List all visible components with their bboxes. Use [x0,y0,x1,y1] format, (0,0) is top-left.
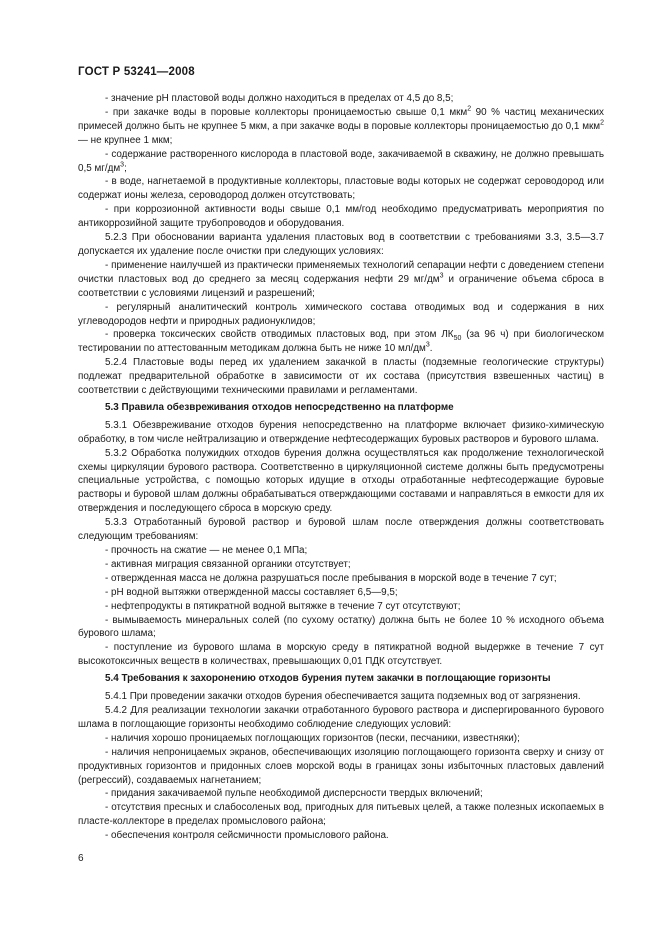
list-item: - поступление из бурового шлама в морскую среду в пятикратной водной выдержке в течение 7 сут высокотоксичных веществ в количествах, превышающих 0,01 ПДК отсутствует. [78,642,604,668]
list-item: - применение наилучшей из практически применяемых технологий сепарации нефти с доведением степени очистки пластовых вод до среднего за месяц содержания нефти 29 $мг/дм^3$ и ограничение объема сброса в соответствии с условиями лицензий и разрешений; [78,259,604,299]
list-item: - нефтепродукты в пятикратной водной вытяжке в течение 7 сут отсутствуют; [105,600,461,612]
list-item: - вымываемость минеральных солей (по сухому остатку) должна быть не более 10 % исходного объема бурового шлама; [78,614,604,640]
list-item: - прочность на сжатие — не менее 0,1 МПа; [105,545,308,556]
paragraph-5-4-1: 5.4.1 При проведении закачки отходов бурения обеспечивается защита подземных вод от загрязнения. [105,691,581,703]
list-item: - в воде, нагнетаемой в продуктивные коллекторы, пластовые воды которых не содержат сероводород или содержат ионы железа, сероводород должен отсутствовать; [78,176,604,202]
list-item: - при коррозионной активности воды свыше 0,1 мм/год необходимо предусматривать мероприятия по антикоррозийной защите трубопроводов и оборудования. [78,204,604,230]
paragraph-5-3-3: 5.3.3 Отработанный буровой раствор и буровой шлам после отверждения должны соответствовать следующим требованиям: [78,517,604,543]
paragraph-5-3-1: 5.3.1 Обезвреживание отходов бурения непосредственно на платформе включает физико-химическую обработку, в том числе нейтрализацию и отверждение нефтесодержащих буровых растворов и бурового шлама. [78,419,604,445]
document-header-title: ГОСТ Р 53241—2008 [78,66,195,78]
page-number: 6 [78,853,84,864]
list-item: - содержание растворенного кислорода в пластовой воде, закачиваемой в скважину, не должно превышать 0,5 $мг/дм^3$; [78,148,604,174]
list-item: - обеспечения контроля сейсмичности промыслового района. [105,830,389,842]
list-item: - проверка токсических свойств отводимых пластовых вод, при этом $ЛК_{50}$ (за 96 ч) при биологическом тестировании по аттестованным методикам должна быть не ниже 10 $мл/дм^3$. [78,329,604,355]
list-item: - отсутствия пресных и слабосоленых вод, пригодных для питьевых целей, а также полезных ископаемых в пласте-коллекторе в пределах промыслового района; [78,802,604,828]
document-body [78,92,604,843]
list-item: - придания закачиваемой пульпе необходимой дисперсности твердых включений; [105,788,483,800]
list-item: - рН водной вытяжки отвержденной массы составляет 6,5—9,5; [105,586,398,598]
list-item: - значение рН пластовой воды должно находиться в пределах от 4,5 до 8,5; [105,93,454,104]
paragraph-5-3-2: 5.3.2 Обработка полужидких отходов бурения должна осуществляться как продолжение технологической схемы циркуляции бурового раствора. Соответственно в циркуляционной системе должны быть предусмотрены специальные устройства, с помощью которых идущие в отходы отработанные нефтесодержащие буровые растворы и буровой шлам должны обрабатываться отверждающими составами и направляться в емкости для их отверждения и последующего сброса в морскую среду. [78,447,604,515]
list-item: - наличия непроницаемых экранов, обеспечивающих изоляцию поглощающего горизонта сверху и снизу от продуктивных горизонтов и придонных слоев морской воды в границах зоны избыточных пластовых давлений (регрессий), создаваемых нагнетанием; [78,746,604,786]
section-heading-5-4: 5.4 Требования к захоронению отходов бурения путем закачки в поглощающие горизонты [105,673,551,685]
list-item: - наличия хорошо проницаемых поглощающих горизонтов (пески, песчаники, известняки); [105,732,520,744]
paragraph-5-4-2: 5.4.2 Для реализации технологии закачки отработанного бурового раствора и диспергированного бурового шлама в поглощающие горизонты необходимо соблюдение следующих условий: [78,704,604,730]
paragraph-5-2-3: 5.2.3 При обосновании варианта удаления пластовых вод в соответствии с требованиями 3.3, 3.5—3.7 допускается их удаление после очистки при следующих условиях: [78,232,604,257]
section-heading-5-3: 5.3 Правила обезвреживания отходов непосредственно на платформе [105,401,454,413]
list-item: - при закачке воды в поровые коллекторы проницаемостью свыше 0,1 мкм$^2$ 90 % частиц механических примесей должно быть не крупнее 5 мкм, а при закачке воды в поровые коллекторы проницаемостью до 0,1 мкм$^2$ — не крупнее 1 мкм; [78,105,604,146]
list-item: - активная миграция связанной органики отсутствует; [105,558,351,570]
paragraph-5-2-4: 5.2.4 Пластовые воды перед их удалением закачкой в пласты (подземные геологические структуры) подлежат предварительной обработке в зависимости от их состава (присутствия взвешенных частиц) в соответствии с действующими техническими правилами и регламентами. [78,357,604,397]
list-item: - отвержденная масса не должна разрушаться после пребывания в морской воде в течение 7 сут; [105,572,557,584]
list-item: - регулярный аналитический контроль химического состава отводимых вод и содержания в них углеводородов нефти и природных радионуклидов; [78,301,604,327]
